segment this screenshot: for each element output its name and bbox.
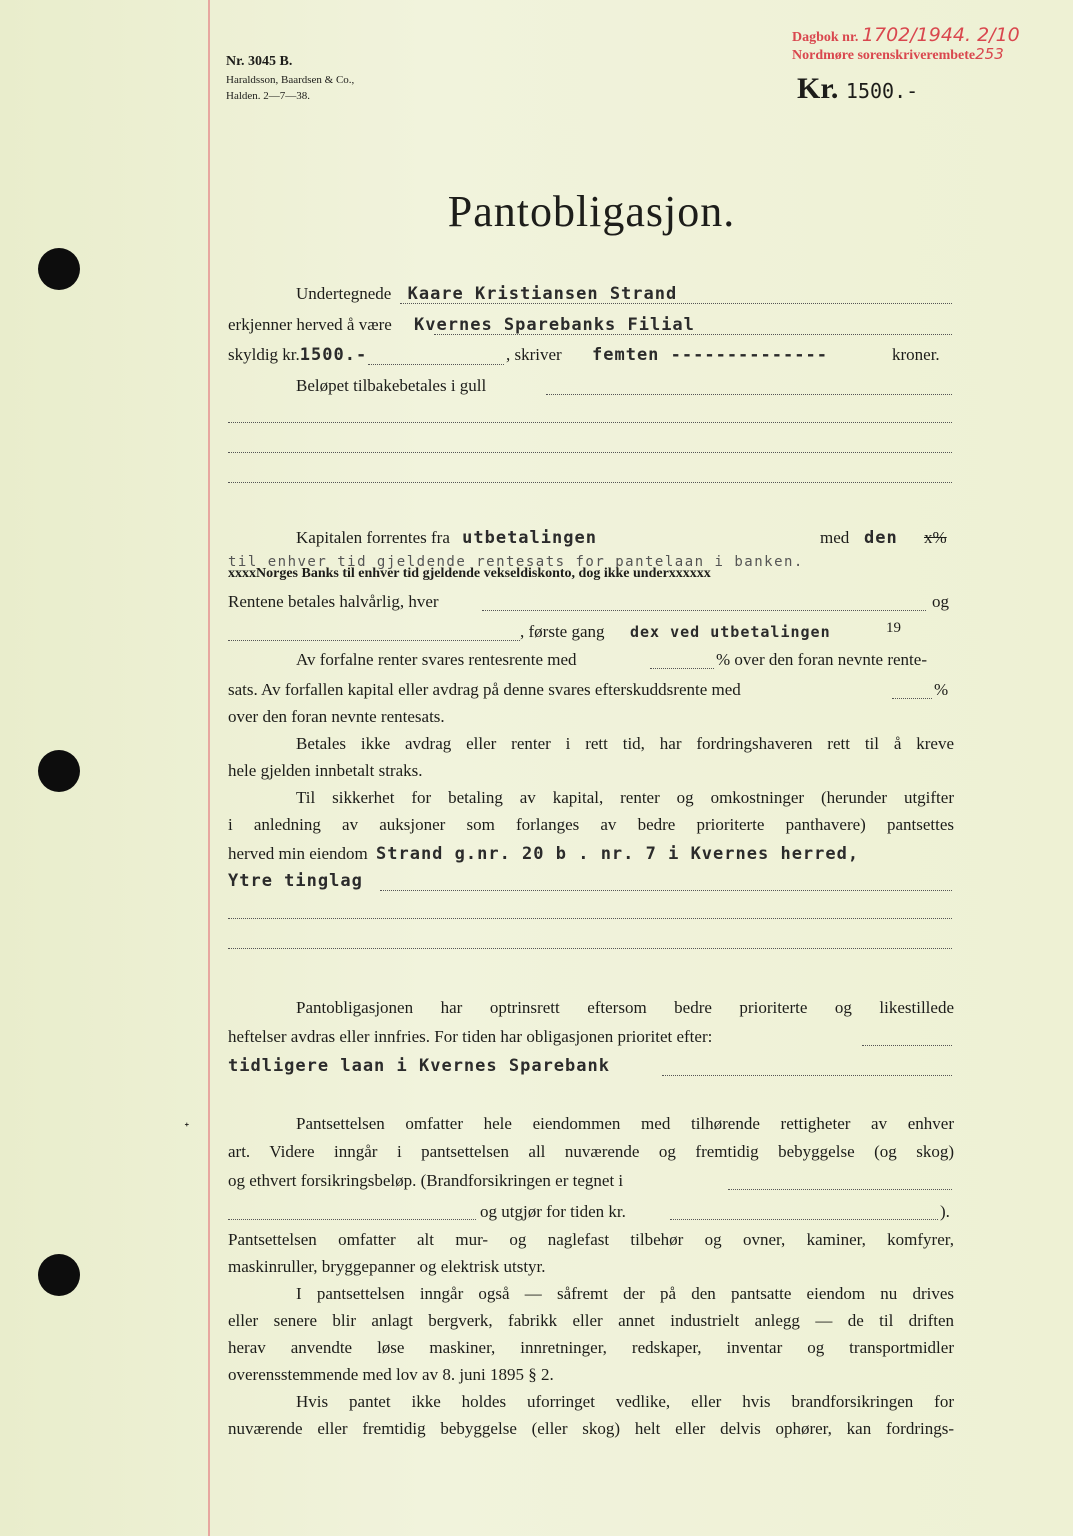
row-sats xyxy=(228,676,954,704)
fill-line xyxy=(670,1219,938,1220)
value-prioritet: tidligere laan i Kvernes Sparebank xyxy=(228,1056,610,1076)
amount-value: 1500.- xyxy=(845,79,919,103)
row-skyldig xyxy=(228,341,954,369)
text-omfatter-3: og ethvert forsikringsbeløp. (Brandforsikringen er tegnet i xyxy=(228,1171,624,1190)
text-omfatter-2: art. Videre inngår i pantsettelsen all nuværende og fremtidig bebyggelse (og skog) xyxy=(228,1142,954,1161)
stamp-handwritten-number: 1702/1944. 2/10 xyxy=(861,24,1020,46)
text-mur-2: maskinruller, bryggepanner og elektrisk utstyr. xyxy=(228,1257,546,1276)
stamp-label: Dagbok nr. xyxy=(792,30,859,45)
document-title: Pantobligasjon. xyxy=(447,187,736,236)
text-betales-1: Betales ikke avdrag eller renter i rett tid, har fordringshaveren rett til å kreve xyxy=(296,734,954,753)
value-forste-gang: dex ved utbetalingen xyxy=(630,623,831,641)
value-undertegnede: Kaare Kristiansen Strand xyxy=(407,284,678,304)
fill-line xyxy=(662,1075,952,1076)
value-eiendom: Strand g.nr. 20 b . nr. 7 i Kvernes herred, xyxy=(376,844,860,864)
row-gull xyxy=(296,372,954,400)
struck-print-line xyxy=(228,564,954,584)
text-optrinsrett-1: Pantobligasjonen har optrinsrett eftersom bedre prioriterte og likestillede xyxy=(296,998,954,1017)
printer-place-date: Halden. 2—7—38. xyxy=(226,90,311,102)
text-vedlike-1: Hvis pantet ikke holdes uforringet vedlike, eller hvis brandforsikringen for xyxy=(296,1392,954,1411)
fill-line xyxy=(228,640,520,641)
form-number: Nr. 3045 B. xyxy=(226,54,293,69)
text-rentesrente: Av forfalne renter svares rentesrente med xyxy=(296,650,577,669)
value-med: den xyxy=(864,528,898,548)
amount-header xyxy=(797,72,918,106)
text-mur-1: Pantsettelsen omfatter alt mur- og naglefast tilbehør og ovner, kaminer, komfyrer, xyxy=(228,1230,954,1249)
label-med: med xyxy=(820,528,850,547)
fill-line xyxy=(546,394,952,395)
punch-hole xyxy=(38,248,80,290)
row-over xyxy=(228,703,954,731)
margin-tick-mark: ᐩ xyxy=(184,1121,190,1136)
text-sats-pct: % xyxy=(934,680,949,699)
value-tinglag: Ytre tinglag xyxy=(228,871,363,891)
fill-line xyxy=(380,890,952,891)
row-rentesrente xyxy=(296,646,954,674)
text-inngaar-2: eller senere blir anlagt bergverk, fabrikk eller annet industrielt anlegg — de til driften xyxy=(228,1311,954,1330)
text-omfatter-1: Pantsettelsen omfatter hele eiendommen med tilhørende rettigheter av enhver xyxy=(296,1114,954,1133)
value-creditor: Kvernes Sparebanks Filial xyxy=(414,315,695,335)
text-inngaar-4: overensstemmende med lov av 8. juni 1895 § 2. xyxy=(228,1365,554,1384)
fill-line xyxy=(482,610,926,611)
fill-line xyxy=(434,334,952,335)
label-skriver: , skriver xyxy=(506,345,562,364)
label-undertegnede: Undertegnede xyxy=(296,284,392,303)
label-skyldig: skyldig kr. xyxy=(228,345,300,364)
text-sikkerhet-2: i anledning av auksjoner som forlanges av bedre prioriterte panthavere) pantsettes xyxy=(228,815,954,834)
typed-rate-text: til enhver tid gjeldende rentesats for pantelaan i banken. xyxy=(228,554,804,570)
punch-hole xyxy=(38,750,80,792)
fill-line xyxy=(228,452,952,453)
label-year-19: 19 xyxy=(886,620,901,636)
label-halvaarlig: Rentene betales halvårlig, hver xyxy=(228,592,439,611)
fill-line xyxy=(228,948,952,949)
value-skyldig: 1500.- xyxy=(299,345,368,365)
label-forste-gang: , første gang xyxy=(520,622,605,641)
fill-line xyxy=(728,1189,952,1190)
row-eiendom xyxy=(228,840,954,868)
fill-line xyxy=(400,303,952,304)
fill-line xyxy=(228,482,952,483)
struck-percent: x% xyxy=(924,528,947,547)
text-inngaar-3: herav anvendte løse maskiner, innretninger, redskaper, inventar og transportmidler xyxy=(228,1338,954,1357)
printer-name: Haraldsson, Baardsen & Co., xyxy=(226,74,355,86)
row-forrentes xyxy=(296,524,954,552)
fill-line xyxy=(228,918,952,919)
label-kroner: kroner. xyxy=(892,345,940,364)
text-vedlike-2: nuværende eller fremtidig bebyggelse (eller skog) helt eller delvis ophører, kan fordrings- xyxy=(228,1419,954,1438)
registration-stamp xyxy=(792,24,1052,64)
text-optrinsrett-2: heftelser avdras eller innfries. For tiden har obligasjonen prioritet efter: xyxy=(228,1027,713,1046)
value-forrentes: utbetalingen xyxy=(462,528,597,548)
stamp-office: Nordmøre sorenskriverembete xyxy=(792,48,976,63)
text-rentesrente-2: % over den foran nevnte rente- xyxy=(716,650,927,669)
fill-line xyxy=(228,1219,476,1220)
text-sats: sats. Av forfallen kapital eller avdrag på denne svares efterskuddsrente med xyxy=(228,680,741,699)
text-over: over den foran nevnte rentesats. xyxy=(228,707,445,726)
text-utgjor: og utgjør for tiden kr. xyxy=(480,1202,626,1221)
struck-print-text: xxxxNorges Banks til enhver tid gjeldende vekseldiskonto, dog ikke underxxxxxx xyxy=(228,566,711,581)
fill-line xyxy=(650,668,714,669)
label-eiendom: herved min eiendom xyxy=(228,844,368,863)
label-gull: Beløpet tilbakebetales i gull xyxy=(296,376,487,395)
amount-label: Kr. xyxy=(797,72,839,105)
label-forrentes: Kapitalen forrentes fra xyxy=(296,528,450,547)
fill-line xyxy=(368,364,504,365)
text-inngaar-1: I pantsettelsen inngår også — såfremt der på den pantsatte eiendom nu drives xyxy=(296,1284,954,1303)
row-utgjor xyxy=(228,1198,954,1226)
punch-hole xyxy=(38,1254,80,1296)
label-erkjenner: erkjenner herved å være xyxy=(228,315,392,334)
fill-line xyxy=(892,698,932,699)
text-utgjor-close: ). xyxy=(940,1202,950,1221)
row-halvaarlig xyxy=(228,588,954,616)
text-betales-2: hele gjelden innbetalt straks. xyxy=(228,761,423,780)
text-sikkerhet-1: Til sikkerhet for betaling av kapital, renter og omkostninger (herunder utgifter xyxy=(296,788,954,807)
stamp-page-number: 253 xyxy=(975,45,1004,63)
value-skriver: femten -------------- xyxy=(592,345,828,365)
row-forste-gang xyxy=(228,618,954,646)
fill-line xyxy=(862,1045,952,1046)
fill-line xyxy=(228,422,952,423)
label-og: og xyxy=(932,592,949,611)
